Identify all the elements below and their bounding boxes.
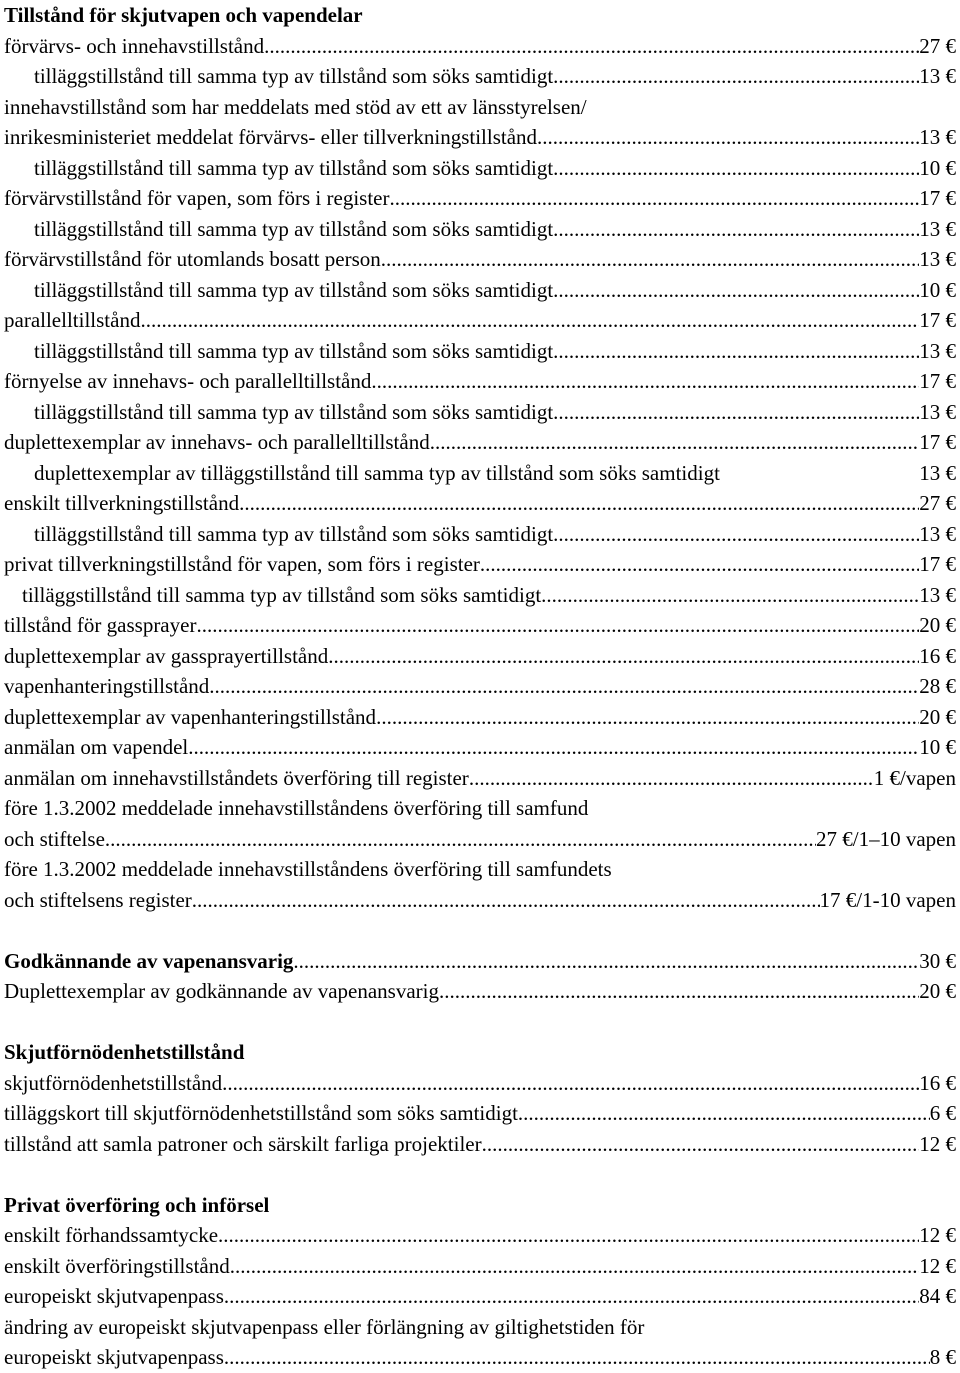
fee-item-price: 27 €/1–10 vapen: [816, 826, 956, 851]
leader-dots: [224, 1342, 930, 1373]
fee-item-label: tilläggskort till skjutförnödenhetstillstånd som söks samtidigt: [4, 1101, 518, 1125]
leader-dots: [140, 305, 919, 336]
fee-item: [4, 885, 956, 916]
fee-item: [4, 488, 956, 519]
fee-item-label: tilläggstillstånd till samma typ av tillstånd som söks samtidigt: [34, 64, 554, 88]
leader-dots: [553, 153, 919, 184]
fee-item-price: 10 €: [919, 277, 956, 302]
fee-item: [4, 1129, 956, 1160]
fee-item-label: tilläggstillstånd till samma typ av tillstånd som söks samtidigt: [34, 521, 554, 546]
leader-dots: [469, 763, 874, 794]
fee-item-label: enskilt förhandssamtycke: [4, 1223, 219, 1247]
fee-item-price: 20 €: [919, 979, 956, 1003]
fee-item: [4, 61, 956, 92]
fee-item-price: 10 €: [919, 155, 956, 180]
section-heading: Tillstånd för skjutvapen och vapendelar: [4, 3, 363, 27]
fee-item-price: 17 €: [919, 308, 956, 332]
fee-item-label: tilläggstillstånd till samma typ av tillstånd som söks samtidigt: [34, 338, 554, 363]
fee-item-label: vapenhanteringstillstånd: [4, 674, 210, 698]
fee-item-price: 13 €: [919, 247, 956, 271]
fee-item-label: tilläggstillstånd till samma typ av tillstånd som söks samtidigt: [22, 582, 542, 607]
fee-item-price: 12 €: [919, 1253, 956, 1278]
fee-item-label: förvärvstillstånd för utomlands bosatt person: [4, 247, 381, 271]
fee-item: [4, 1251, 956, 1282]
fee-item: [4, 214, 956, 245]
leader-dots: [553, 214, 919, 245]
fee-item-price: 27 €: [919, 33, 956, 58]
fee-item: [4, 732, 956, 763]
fee-item-label: tilläggstillstånd till samma typ av tillstånd som söks samtidigt: [34, 155, 554, 180]
fee-item-label: tilläggstillstånd till samma typ av tillstånd som söks samtidigt: [34, 216, 554, 241]
section-heading: Privat överföring och införsel: [4, 1192, 270, 1217]
fee-item: [4, 122, 956, 153]
fee-item-price: 28 €: [919, 674, 956, 698]
fee-item-price: 13 €: [919, 582, 956, 607]
section-gap: [4, 1159, 956, 1190]
fee-item: [4, 275, 956, 306]
leader-dots: [553, 275, 919, 306]
leader-dots: [376, 702, 919, 733]
section-gap: [4, 915, 956, 946]
fee-item-label: tilläggstillstånd till samma typ av tillstånd som söks samtidigt: [34, 277, 554, 302]
fee-item-text-line: före 1.3.2002 meddelade innehavstillståndens överföring till samfundets: [4, 857, 612, 881]
fee-item-price: 17 €: [919, 186, 956, 210]
fee-item-price: 13 €: [919, 64, 956, 88]
fee-item-label: enskilt tillverkningstillstånd: [4, 491, 240, 515]
fee-item: [4, 519, 956, 550]
fee-item-label: parallelltillstånd: [4, 308, 141, 332]
leader-dots: [553, 61, 919, 92]
leader-dots: [239, 488, 919, 519]
fee-item-label: tillstånd att samla patroner och särskilt farliga projektiler: [4, 1131, 482, 1156]
fee-item-label: tillstånd för gassprayer: [4, 613, 197, 637]
fee-item-label: förnyelse av innehavs- och parallelltillstånd: [4, 369, 372, 393]
fee-item: [4, 1098, 956, 1129]
fee-item-label: europeiskt skjutvapenpass: [4, 1284, 224, 1308]
fee-item-label: förvärvstillstånd för vapen, som förs i register: [4, 186, 390, 210]
fee-item: [4, 946, 956, 977]
fee-item: [4, 1342, 956, 1373]
leader-dots: [553, 519, 919, 550]
fee-item: [4, 1281, 956, 1312]
fee-item-label: anmälan om vapendel: [4, 735, 189, 759]
leader-dots: [224, 1281, 919, 1312]
fee-item-price: 27 €: [919, 491, 956, 515]
fee-item: [4, 397, 956, 428]
fee-item-price: 16 €: [919, 643, 956, 668]
fee-item: [4, 580, 956, 611]
fee-item-price: 30 €: [919, 948, 956, 973]
section-heading: Skjutförnödenhetstillstånd: [4, 1040, 245, 1064]
fee-item-label: tilläggstillstånd till samma typ av tillstånd som söks samtidigt: [34, 399, 554, 424]
leader-dots: [390, 183, 920, 214]
fee-item: [4, 671, 956, 702]
fee-item-label: duplettexemplar av vapenhanteringstillstånd: [4, 704, 377, 729]
fee-item: [4, 305, 956, 336]
fee-item-label: duplettexemplar av innehavs- och parallelltillstånd: [4, 430, 430, 454]
leader-dots: [381, 244, 919, 275]
leader-dots: [541, 580, 919, 611]
leader-dots: [196, 610, 919, 641]
leader-dots: [371, 366, 919, 397]
fee-item-price: 13 €: [919, 216, 956, 241]
fee-item-price: 13 €: [919, 399, 956, 424]
fee-item: [4, 976, 956, 1007]
fee-item-price: 13 €: [919, 125, 956, 149]
fee-item-label: Godkännande av vapenansvarig: [4, 948, 294, 973]
leader-dots: [328, 641, 919, 672]
leader-dots: [537, 122, 919, 153]
fee-item-price: 20 €: [919, 613, 956, 637]
leader-dots: [553, 397, 919, 428]
leader-dots: [293, 946, 919, 977]
leader-dots: [209, 671, 919, 702]
fee-item-price: 10 €: [919, 735, 956, 759]
fee-item: [4, 702, 956, 733]
fee-item-label: Duplettexemplar av godkännande av vapenansvarig: [4, 979, 440, 1003]
fee-item-price: 6 €: [929, 1101, 956, 1125]
fee-item-price: 13 €: [919, 460, 956, 485]
fee-item-text-line: ändring av europeiskt skjutvapenpass eller förlängning av giltighetstiden för: [4, 1314, 645, 1339]
leader-dots: [192, 885, 820, 916]
leader-dots: [439, 976, 919, 1007]
leader-dots: [264, 31, 919, 62]
leader-dots: [553, 336, 919, 367]
leader-dots: [222, 1068, 919, 1099]
leader-dots: [430, 427, 920, 458]
fee-item: [4, 183, 956, 214]
fee-item-label: förvärvs- och innehavstillstånd: [4, 33, 265, 58]
fee-item-price: 1 €/vapen: [873, 765, 956, 790]
fee-item: [4, 153, 956, 184]
fee-item-label: och stiftelsens register: [4, 887, 192, 912]
fee-item: [4, 427, 956, 458]
fee-item: [4, 763, 956, 794]
fee-item-label: skjutförnödenhetstillstånd: [4, 1070, 223, 1095]
fee-item: [4, 244, 956, 275]
fee-item: [4, 1220, 956, 1251]
leader-dots: [230, 1251, 920, 1282]
leader-dots: [105, 824, 816, 855]
fee-item-price: 13 €: [919, 338, 956, 363]
fee-item-price: 8 €: [929, 1345, 956, 1369]
fee-item-price: 84 €: [919, 1284, 956, 1308]
fee-item-label: enskilt överföringstillstånd: [4, 1253, 230, 1278]
fee-item: [4, 641, 956, 672]
fee-item-label: och stiftelse: [4, 826, 105, 851]
fee-item: [4, 31, 956, 62]
fee-item-label: duplettexemplar av gassprayertillstånd: [4, 643, 329, 668]
fee-item-label: anmälan om innehavstillståndets överföring till register: [4, 765, 469, 790]
fee-item: [4, 824, 956, 855]
fee-item-price: 20 €: [919, 704, 956, 729]
leader-dots: [480, 549, 919, 580]
fee-item: [4, 366, 956, 397]
fee-item-price: 12 €: [919, 1131, 956, 1156]
leader-dots: [188, 732, 919, 763]
fee-item-price: 17 €: [919, 369, 956, 393]
fee-item: [4, 336, 956, 367]
fee-item: [4, 1068, 956, 1099]
fee-item-price: 13 €: [919, 521, 956, 546]
fee-item-label: duplettexemplar av tilläggstillstånd till samma typ av tillstånd som söks samtidigt: [34, 460, 720, 485]
fee-item-label: europeiskt skjutvapenpass: [4, 1345, 224, 1369]
fee-item-text-line: före 1.3.2002 meddelade innehavstillståndens överföring till samfund: [4, 796, 589, 820]
fee-item-price: 17 €: [919, 552, 956, 576]
fee-item: [4, 549, 956, 580]
leader-dots: [218, 1220, 919, 1251]
fee-item-label: privat tillverkningstillstånd för vapen, som förs i register: [4, 552, 480, 576]
fee-item: [4, 458, 956, 489]
leader-dots: [482, 1129, 920, 1160]
fee-item-text-line: innehavstillstånd som har meddelats med stöd av ett av länsstyrelsen/: [4, 94, 587, 119]
fee-item-price: 17 €/1-10 vapen: [819, 887, 956, 912]
fee-item-price: 17 €: [919, 430, 956, 454]
leader-dots: [518, 1098, 930, 1129]
fee-item-label: inrikesministeriet meddelat förvärvs- eller tillverkningstillstånd: [4, 125, 538, 149]
fee-item: [4, 610, 956, 641]
fee-item-price: 16 €: [919, 1070, 956, 1095]
fee-item-price: 12 €: [919, 1223, 956, 1247]
section-gap: [4, 1007, 956, 1038]
